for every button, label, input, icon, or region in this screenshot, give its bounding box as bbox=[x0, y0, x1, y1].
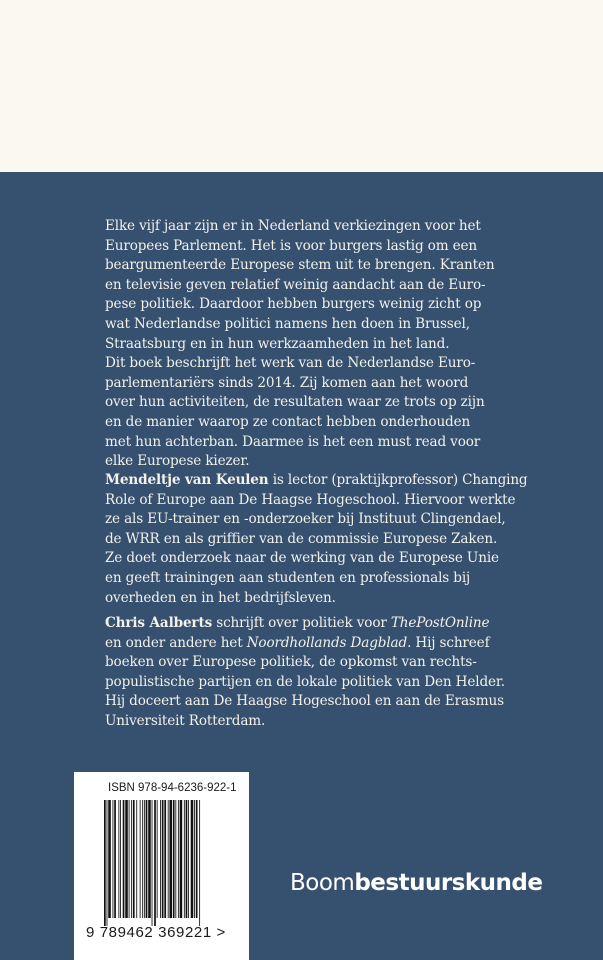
text-line: beargumenteerde Europese stem uit te brengen. Kranten bbox=[105, 257, 495, 274]
text-line: Europees Parlement. Het is voor burgers lastig om een bbox=[105, 237, 478, 254]
blurb-intro-paragraph bbox=[105, 217, 520, 472]
text-line: wat Nederlandse politici namens hen doen in Brussel, bbox=[105, 315, 470, 332]
barcode-icon bbox=[104, 800, 226, 926]
publisher-logo: Boombestuurskunde bbox=[290, 870, 543, 896]
text-line: en televisie geven relatief weinig aandacht aan de Euro- bbox=[105, 276, 486, 293]
text-line: over hun activiteiten, de resultaten waar ze trots op zijn bbox=[105, 394, 485, 411]
text-line: en geeft trainingen aan studenten en professionals bij bbox=[105, 569, 471, 586]
barcode-digits: 9 789462 369221 > bbox=[86, 924, 226, 941]
text-line: Hij doceert aan De Haagse Hogeschool en aan de Erasmus bbox=[105, 693, 504, 710]
text-line: Dit boek beschrijft het werk van de Nederlandse Euro- bbox=[105, 355, 476, 372]
publication-thepostonline: ThePostOnline bbox=[390, 615, 490, 631]
text-line: ze als EU-trainer en -onderzoeker bij Instituut Clingendael, bbox=[105, 511, 506, 528]
publication-noordhollands-dagblad: Noordhollands Dagblad bbox=[246, 634, 408, 651]
text-line: met hun achterban. Daarmee is het een must read voor bbox=[105, 433, 481, 450]
author-name-aalberts: Chris Aalberts bbox=[105, 615, 213, 631]
isbn-label: ISBN 978-94-6236-922-1 bbox=[108, 782, 237, 794]
text-line: elke Europese kiezer. bbox=[105, 453, 250, 470]
text-line: Elke vijf jaar zijn er in Nederland verkiezingen voor het bbox=[105, 218, 481, 234]
barcode-box bbox=[74, 772, 249, 960]
text-line: parlementariërs sinds 2014. Zij komen aan het woord bbox=[105, 374, 469, 391]
text-line: boeken over Europese politiek, de opkomst van rechts- bbox=[105, 654, 477, 671]
text-line: de WRR en als griffier van de commissie Europese Zaken. bbox=[105, 530, 498, 547]
text-line: Ze doet onderzoek naar de werking van de Europese Unie bbox=[105, 550, 499, 567]
text-line: pese politiek. Daardoor hebben burgers weinig zicht op bbox=[105, 296, 482, 313]
author-bio-aalberts: Chris Aalberts schrijft over politiek voor ThePostOnline en onder andere het Noordhollands Dagblad. Hij schreef boeken over Europese politiek, de opkomst van rechts- populistische partijen en de lokale politiek van Den Helder. Hij doceert aan De Haagse Hogeschool en aan de Erasmus Universiteit Rotterdam. bbox=[105, 614, 520, 732]
author-bio-van-keulen: Mendeltje van Keulen is lector (praktijkprofessor) Changing Role of Europe aan De Haagse Hogeschool. Hiervoor werkte ze als EU-trainer en -onderzoeker bij Instituut Clingendael, de WRR en als griffier van de commissie Europese Zaken. Ze doet onderzoek naar de werking van de Europese Unie en geeft trainingen aan studenten en professionals bij overheden en in het bedrijfsleven. bbox=[105, 471, 520, 608]
text-line: Universiteit Rotterdam. bbox=[105, 712, 266, 729]
text-line: Straatsburg en in hun werkzaamheden in het land. bbox=[105, 335, 450, 352]
author-name-van-keulen: Mendeltje van Keulen bbox=[105, 472, 269, 488]
text-line: overheden en in het bedrijfsleven. bbox=[105, 589, 336, 606]
top-band bbox=[0, 0, 603, 172]
text-line: Role of Europe aan De Haagse Hogeschool. Hiervoor werkte bbox=[105, 491, 516, 508]
text-line: populistische partijen en de lokale politiek van Den Helder. bbox=[105, 673, 505, 690]
text-line: en de manier waarop ze contact hebben onderhouden bbox=[105, 413, 471, 430]
